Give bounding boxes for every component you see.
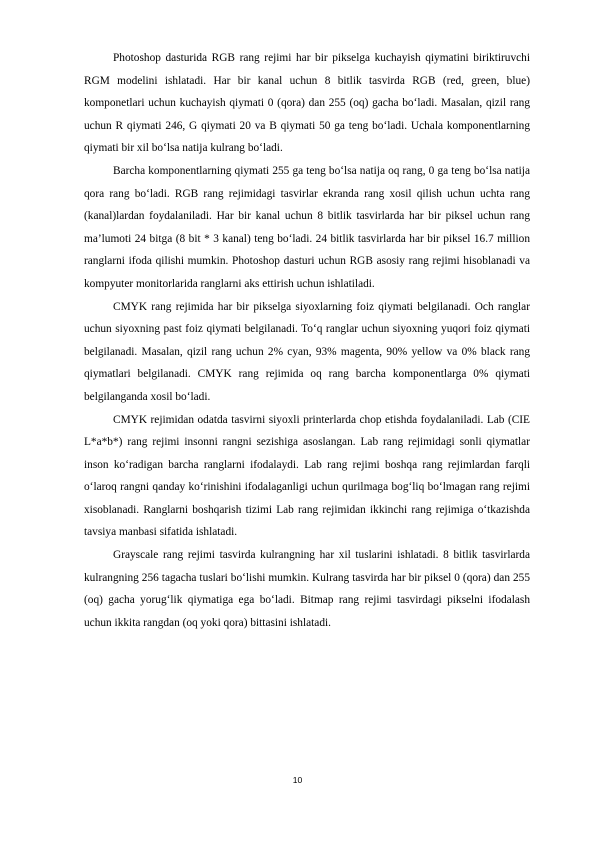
paragraph-cmyk: CMYK rang rejimida har bir pikselga siyoxlarning foiz qiymati belgilanadi. Och ranglar uchun siyoxning past foiz qiymati belgilanadi. To‘q ranglar uchun siyoxning yuqori foiz qiymati belgilanadi. Masalan, qizil rang uchun 2% cyan, 93% magenta, 90% yellow va 0% black rang qiymatlari belgilanadi. CMYK rang rejimida oq rang barcha komponentlarga 0% qiymati belgilanganda xosil bo‘ladi. — [84, 300, 530, 403]
paragraph-lab: CMYK rejimidan odatda tasvirni siyoxli printerlarda chop etishda foydalaniladi. Lab (CIE L*a*b*) rang rejimi insonni rangni sezishiga asoslangan. Lab rang rejimidagi sonli qiymatlar inson ko‘radigan barcha ranglarni ifodalaydi. Lab rang rejimi boshqa rang rejimlardan farqli o‘laroq rangni qanday ko‘rinishini ifodalaganligi uchun qurilmaga bog‘liq bo‘lmagan rang rejimi xisoblanadi. Ranglarni boshqarish tizimi Lab rang rejimidan ikkinchi rang rejimiga o‘tkazishda tavsiya manbasi sifatida ishlatadi. — [84, 413, 530, 539]
paragraph-rgb-channels: Barcha komponentlarning qiymati 255 ga teng bo‘lsa natija oq rang, 0 ga teng bo‘lsa natija qora rang bo‘ladi. RGB rang rejimidagi tasvirlar ekranda rang xosil qilish uchun uchta rang (kanal)lardan foydalaniladi. Har bir kanal uchun 8 bitlik tasvirlarda har bir piksel uchun rang ma’lumoti 24 bitga (8 bit * 3 kanal) teng bo‘ladi. 24 bitlik tasvirlarda har bir piksel 16.7 million ranglarni ifoda qilishi mumkin. Photoshop dasturi uchun RGB asosiy rang rejimi hisoblanadi va kompyuter monitorlarida ranglarni aks ettirish uchun ishlatiladi. — [84, 164, 530, 290]
paragraph-rgb-intro: Photoshop dasturida RGB rang rejimi har bir pikselga kuchayish qiymatini biriktiruvchi RGM modelini ishlatadi. Har bir kanal uchun 8 bitlik tasvirda RGB (red, green, blue) komponetlari uchun kuchayish qiymati 0 (qora) dan 255 (oq) gacha bo‘ladi. Masalan, qizil rang uchun R qiymati 246, G qiymati 20 va B qiymati 50 ga teng bo‘ladi. Uchala komponentlarning qiymati bir xil bo‘lsa natija kulrang bo‘ladi. — [84, 52, 530, 155]
paragraph-grayscale-bitmap: Grayscale rang rejimi tasvirda kulrangning har xil tuslarini ishlatadi. 8 bitlik tasvirlarda kulrangning 256 tagacha tuslari bo‘lishi mumkin. Kulrang tasvirda har bir piksel 0 (qora) dan 255 (oq) gacha yorug‘lik qiymatiga ega bo‘ladi. Bitmap rang rejimi tasvirdagi pikselni ifodalash uchun ikkita rangdan (oq yoki qora) bittasini ishlatadi. — [84, 549, 530, 629]
page-number: 10 — [292, 775, 303, 785]
document-body — [84, 47, 530, 634]
